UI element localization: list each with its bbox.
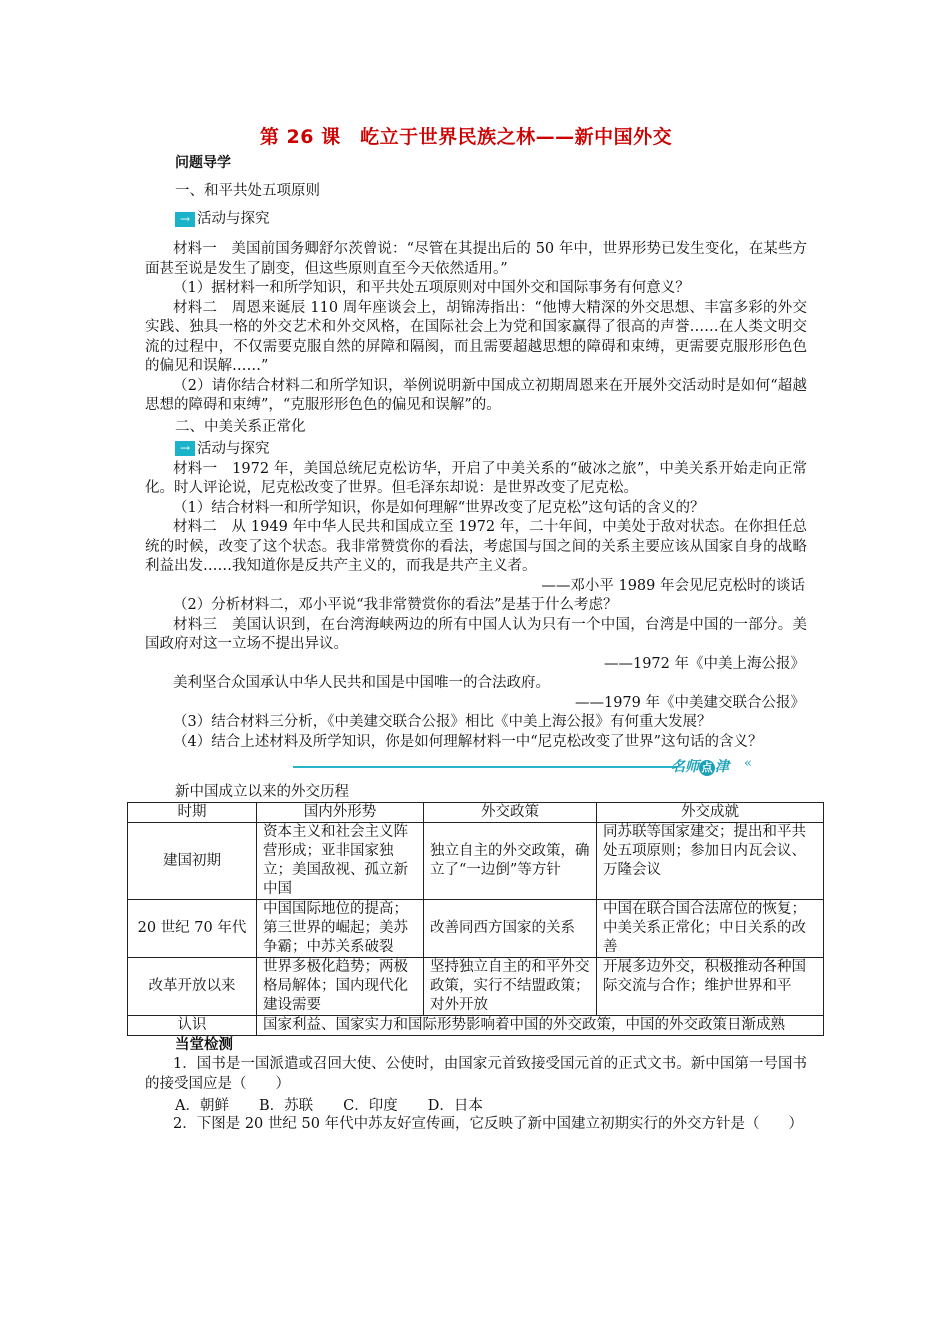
option-d: D．日本 xyxy=(427,1098,483,1114)
s2-material1: 材料一 1972 年，美国总统尼克松访华，开启了中美关系的“破冰之旅”，中美关系开始走向正常化。时人评论说，尼克松改变了世界。但毛泽东却说：是世界改变了尼克松。 xyxy=(145,460,807,496)
s2-question3: （3）结合材料三分析，《中美建交联合公报》相比《中美上海公报》有何重大发展？ xyxy=(173,714,712,730)
arrow-right-icon: → xyxy=(175,441,195,456)
page-title: 第 26 课 屹立于世界民族之林——新中国外交 xyxy=(259,126,673,148)
section1-activity xyxy=(175,208,807,230)
s1-material1: 材料一 美国前国务卿舒尔茨曾说：“尽管在其提出后的 50 年中，世界形势已发生变化，在某些方面甚至说是发生了剧变，但这些原则直至今天依然适用。” xyxy=(145,241,807,277)
table-cell: 同苏联等国家建交；提出和平共处五项原则；参加日内瓦会议、万隆会议 xyxy=(597,823,824,900)
activity-label: 活动与探究 xyxy=(197,440,270,457)
s2-question2: （2）分析材料二，邓小平说“我非常赞赏你的看法”是基于什么考虑？ xyxy=(173,597,618,613)
table-cell: 世界多极化趋势；两极格局解体；国内现代化建设需要 xyxy=(257,958,424,1016)
check-question1-options xyxy=(175,1094,807,1115)
double-chevron-left-icon: « xyxy=(744,756,752,771)
check-question2: 2．下图是 20 世纪 50 年代中苏友好宣传画，它反映了新中国建立初期实行的外交方针是（ ） xyxy=(173,1116,804,1132)
option-b: B．苏联 xyxy=(258,1098,314,1114)
s2-material3a-source: ——1972 年《中美上海公报》 xyxy=(603,655,805,672)
table-cell: 国家利益、国家实力和国际形势影响着中国的外交政策，中国的外交政策日渐成熟 xyxy=(257,1016,824,1036)
s2-material2-source: ——邓小平 1989 年会见尼克松时的谈话 xyxy=(541,577,805,594)
table-row xyxy=(128,958,824,1016)
table-header: 时期 xyxy=(128,803,257,823)
guide-heading: 问题导学 xyxy=(175,155,231,171)
table-cell: 独立自主的外交政策，确立了“一边倒”等方针 xyxy=(424,823,597,900)
s2-material3a: 材料三 美国认识到，在台湾海峡两边的所有中国人认为只有一个中国，台湾是中国的一部分。美国政府对这一立场不提出异议。 xyxy=(145,616,807,652)
s2-question4: （4）结合上述材料及所学知识，你是如何理解材料一中“尼克松改变了世界”这句话的含义？ xyxy=(173,733,763,750)
activity-label: 活动与探究 xyxy=(197,211,270,227)
s2-material3b-source: ——1979 年《中美建交联合公报》 xyxy=(574,694,805,711)
table-cell: 20 世纪 70 年代 xyxy=(128,900,257,958)
s1-question2: （2）请你结合材料二和所学知识，举例说明新中国成立初期周恩来在开展外交活动时是如何“超越思想的障碍和束缚”，“克服形形色色的偏见和误解”的。 xyxy=(145,377,807,413)
teacher-tips-badge: 名师 点 津 xyxy=(671,759,729,775)
s2-material3b: 美利坚合众国承认中华人民共和国是中国唯一的合法政府。 xyxy=(173,675,550,691)
option-a: A．朝鲜 xyxy=(175,1098,229,1114)
table-cell: 认识 xyxy=(128,1016,257,1036)
s1-question1: （1）据材料一和所学知识，和平共处五项原则对中国外交和国际事务有何意义？ xyxy=(173,280,690,296)
table-cell: 资本主义和社会主义阵营形成；亚非国家独立；美国敌视、孤立新中国 xyxy=(257,823,424,900)
teacher-tips-divider xyxy=(145,756,807,778)
table-cell: 开展多边外交，积极推动各种国际交流与合作；维护世界和平 xyxy=(597,958,824,1016)
table-row xyxy=(128,823,824,900)
table-cell: 中国国际地位的提高；第三世界的崛起；美苏争霸；中苏关系破裂 xyxy=(257,900,424,958)
check-heading: 当堂检测 xyxy=(175,1037,233,1053)
table-row xyxy=(128,900,824,958)
section1-heading: 一、和平共处五项原则 xyxy=(175,183,320,199)
table-header: 国内外形势 xyxy=(257,803,424,823)
table-cell: 中国在联合国合法席位的恢复；中美关系正常化；中日关系的改善 xyxy=(597,900,824,958)
arrow-right-icon: → xyxy=(175,212,195,227)
s2-material2: 材料二 从 1949 年中华人民共和国成立至 1972 年，二十年间，中美处于敌对状态。在你担任总统的时候，改变了这个状态。我非常赞赏你的看法，考虑国与国之间的关系主要应该从国家自身的战略利益出发……我知道你是反共产主义的，而我是共产主义者。 xyxy=(145,519,807,574)
table-caption: 新中国成立以来的外交历程 xyxy=(175,784,349,800)
s1-material2: 材料二 周恩来诞辰 110 周年座谈会上，胡锦涛指出：“他博大精深的外交思想、丰富多彩的外交实践、独具一格的外交艺术和外交风格，在国际社会上为党和国家赢得了很高的声誉……在人类文明交流的过程中，不仅需要克服自然的屏障和隔阂，而且需要超越思想的障碍和束缚，更需要克服形形色色的偏见和误解……” xyxy=(145,299,807,374)
table-header: 外交成就 xyxy=(597,803,824,823)
table-header-row xyxy=(128,803,824,823)
divider-line xyxy=(293,766,677,768)
table-row xyxy=(128,1016,824,1036)
table-cell: 改革开放以来 xyxy=(128,958,257,1016)
table-cell: 改善同西方国家的关系 xyxy=(424,900,597,958)
section2-heading: 二、中美关系正常化 xyxy=(175,418,306,435)
content xyxy=(137,122,807,1135)
option-c: C．印度 xyxy=(343,1098,398,1114)
table-cell: 坚持独立自主的和平外交政策，实行不结盟政策；对外开放 xyxy=(424,958,597,1016)
section2-activity xyxy=(175,438,807,460)
check-question1: 1．国书是一国派遣或召回大使、公使时，由国家元首致接受国元首的正式文书。新中国第一号国书的接受国应是（ ） xyxy=(145,1056,807,1092)
table-cell: 建国初期 xyxy=(128,823,257,900)
s2-question1: （1）结合材料一和所学知识，你是如何理解“世界改变了尼克松”这句话的含义的？ xyxy=(173,499,705,516)
table-header: 外交政策 xyxy=(424,803,597,823)
diplomacy-table xyxy=(127,802,824,1036)
